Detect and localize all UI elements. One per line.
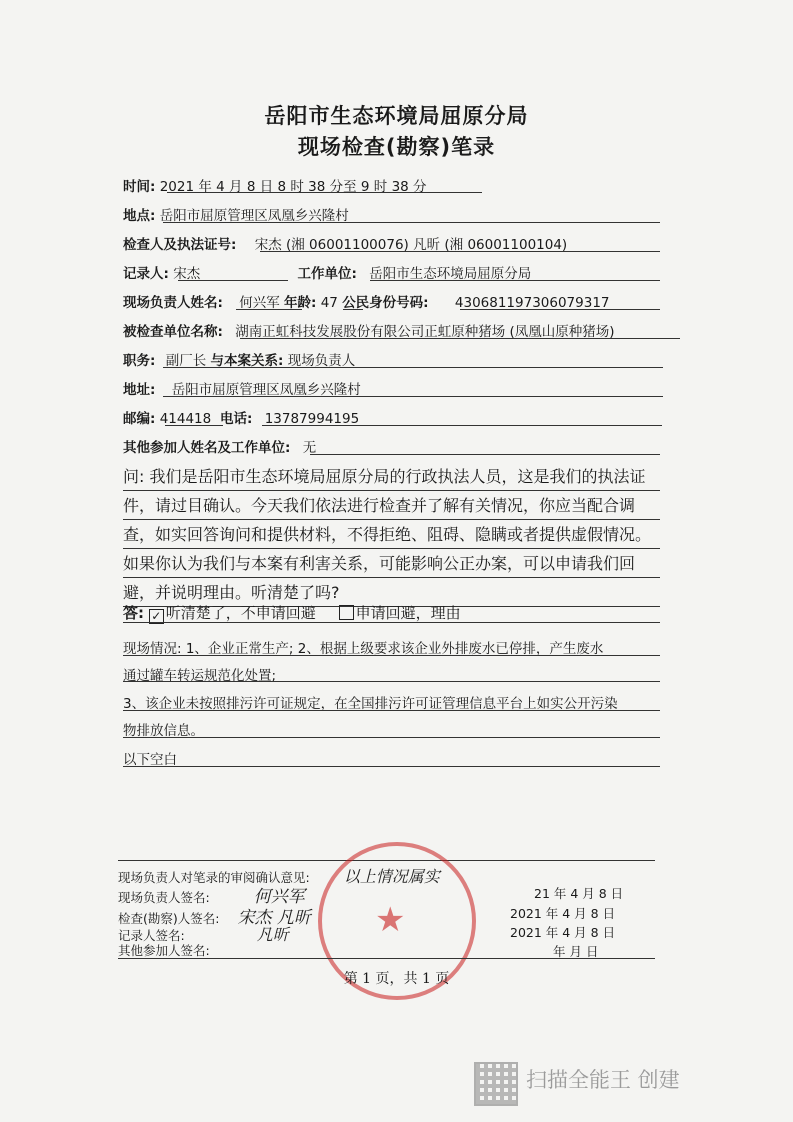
unit-row (123, 320, 615, 340)
situation-underline-1 (123, 655, 660, 656)
unit-value: 湖南正虹科技发展股份有限公司正虹原种猪场 (凤凰山原种猪场) (235, 324, 615, 340)
inspector-sign-date: 2021 年 4 月 8 日 (510, 906, 616, 921)
phone-value: 13787994195 (264, 411, 360, 427)
confirm-label: 现场负责人对笔录的审阅确认意见: (118, 870, 310, 885)
person-name: 何兴军 (239, 295, 280, 311)
id-value: 430681197306079317 (454, 295, 610, 311)
q-underline-1 (123, 490, 660, 491)
checkbox-no-recusal[interactable]: ✓ (149, 609, 164, 624)
others-sign-date: 年 月 日 (553, 944, 599, 959)
situation-underline-4 (123, 737, 660, 738)
phone-underline (262, 425, 662, 426)
duty-underline (163, 367, 663, 368)
duty-label: 职务: (123, 353, 156, 369)
relation-label: 与本案关系: (210, 353, 284, 369)
postcode-row (123, 407, 359, 427)
inspector-label: 检查人及执法证号: (123, 237, 237, 253)
confirm-handwriting: 以上情况属实 (343, 867, 440, 886)
situation-underline-3 (123, 710, 660, 711)
relation-value: 现场负责人 (287, 353, 356, 369)
situation-line-4: 物排放信息。 (123, 723, 204, 739)
answer-option-1: 听清楚了，不申请回避 (165, 604, 316, 622)
situation-underline-2 (123, 681, 660, 682)
inspector-value: 宋杰 (湘 06001100076) 凡昕 (湘 06001100104) (254, 237, 568, 253)
work-unit-label: 工作单位: (297, 266, 357, 282)
inspector-sign-label: 检查(勘察)人签名: (118, 911, 220, 926)
work-unit-underline (370, 280, 660, 281)
person-row (123, 291, 610, 311)
situation-line-2: 通过罐车转运规范化处置; (123, 668, 277, 684)
q-underline-4 (123, 577, 660, 578)
recorder-signature: 凡昕 (256, 925, 289, 944)
page-footer: 第 1 页，共 1 页 (343, 971, 450, 987)
situation-line-3: 3、该企业未按照排污许可证规定，在全国排污许可证管理信息平台上如实公开污染 (123, 696, 618, 712)
agency-title: 岳阳市生态环境局屈原分局 (264, 104, 529, 128)
duty-row (123, 349, 355, 369)
time-underline (167, 192, 482, 193)
recorder-sign-label: 记录人签名: (118, 928, 185, 943)
work-unit-value: 岳阳市生态环境局屈原分局 (369, 266, 532, 282)
postcode-value: 414418 (159, 411, 212, 427)
recorder-value: 宋杰 (173, 266, 201, 282)
inspector-row (123, 233, 567, 253)
id-underline (460, 309, 660, 310)
address-underline (163, 396, 663, 397)
phone-label: 电话: (220, 411, 253, 427)
record-title: 现场检查(勘察)笔录 (297, 135, 496, 159)
scanner-watermark: 扫描全能王 创建 (526, 1068, 680, 1092)
postcode-underline (165, 425, 223, 426)
q-underline-3 (123, 548, 660, 549)
inspector-signature: 宋杰 凡昕 (237, 908, 311, 928)
age-value: 47 (320, 295, 338, 311)
id-label: 公民身份号码: (342, 295, 429, 311)
checkbox-recusal[interactable] (339, 605, 354, 620)
person-underline (236, 309, 302, 310)
place-underline (163, 222, 660, 223)
answer-underline (123, 622, 660, 623)
signature-bottom-rule (118, 958, 655, 959)
unit-underline (240, 338, 680, 339)
postcode-label: 邮编: (123, 411, 156, 427)
place-value: 岳阳市屈原管理区凤凰乡兴隆村 (159, 208, 349, 224)
others-label: 其他参加人姓名及工作单位: (123, 440, 291, 456)
situation-line-5: 以下空白 (123, 752, 177, 768)
address-row (123, 378, 361, 398)
person-sign-date: 21 年 4 月 8 日 (534, 886, 624, 901)
time-label: 时间: (123, 179, 156, 195)
situation-line-1: 现场情况: 1、企业正常生产; 2、根据上级要求该企业外排废水已停排，产生废水 (123, 641, 604, 657)
time-value: 2021 年 4 月 8 日 8 时 38 分至 9 时 38 分 (159, 179, 427, 195)
seal-star-icon: ★ (375, 900, 406, 940)
unit-label: 被检查单位名称: (123, 324, 223, 340)
situation-underline-5 (123, 766, 660, 767)
answer-option-2: 申请回避，理由 (355, 604, 461, 622)
others-value: 无 (302, 440, 317, 456)
qr-code-icon (474, 1062, 518, 1106)
address-label: 地址: (123, 382, 156, 398)
person-signature: 何兴军 (253, 887, 305, 907)
answer-row (123, 602, 461, 624)
recorder-sign-date: 2021 年 4 月 8 日 (510, 925, 616, 940)
q-underline-2 (123, 519, 660, 520)
recorder-label: 记录人: (123, 266, 169, 282)
inspector-underline (260, 251, 660, 252)
recorder-underline (178, 280, 288, 281)
place-row (123, 204, 349, 224)
duty-value: 副厂长 (165, 353, 207, 369)
address-value: 岳阳市屈原管理区凤凰乡兴隆村 (171, 382, 361, 398)
answer-label: 答: (123, 604, 144, 622)
others-row (123, 436, 316, 456)
others-underline (310, 454, 660, 455)
person-label: 现场负责人姓名: (123, 295, 223, 311)
question-paragraph: 问: 我们是岳阳市生态环境局屈原分局的行政执法人员，这是我们的执法证件，请过目确认。今天我们依法进行检查并了解有关情况，你应当配合调查，如实回答询问和提供材料，不得拒绝、阻碍、隐瞒或者提供虚假情况。如果你认为我们与本案有利害关系，可能影响公正办案，可以申请我们回避，并说明理由。听清楚了吗? (123, 467, 652, 602)
age-underline (343, 309, 363, 310)
person-sign-label: 现场负责人签名: (118, 890, 210, 905)
others-sign-label: 其他参加人签名: (118, 943, 210, 958)
place-label: 地点: (123, 208, 156, 224)
recorder-row (123, 262, 531, 282)
age-label: 年龄: (284, 295, 317, 311)
others-sign-row (118, 941, 210, 959)
